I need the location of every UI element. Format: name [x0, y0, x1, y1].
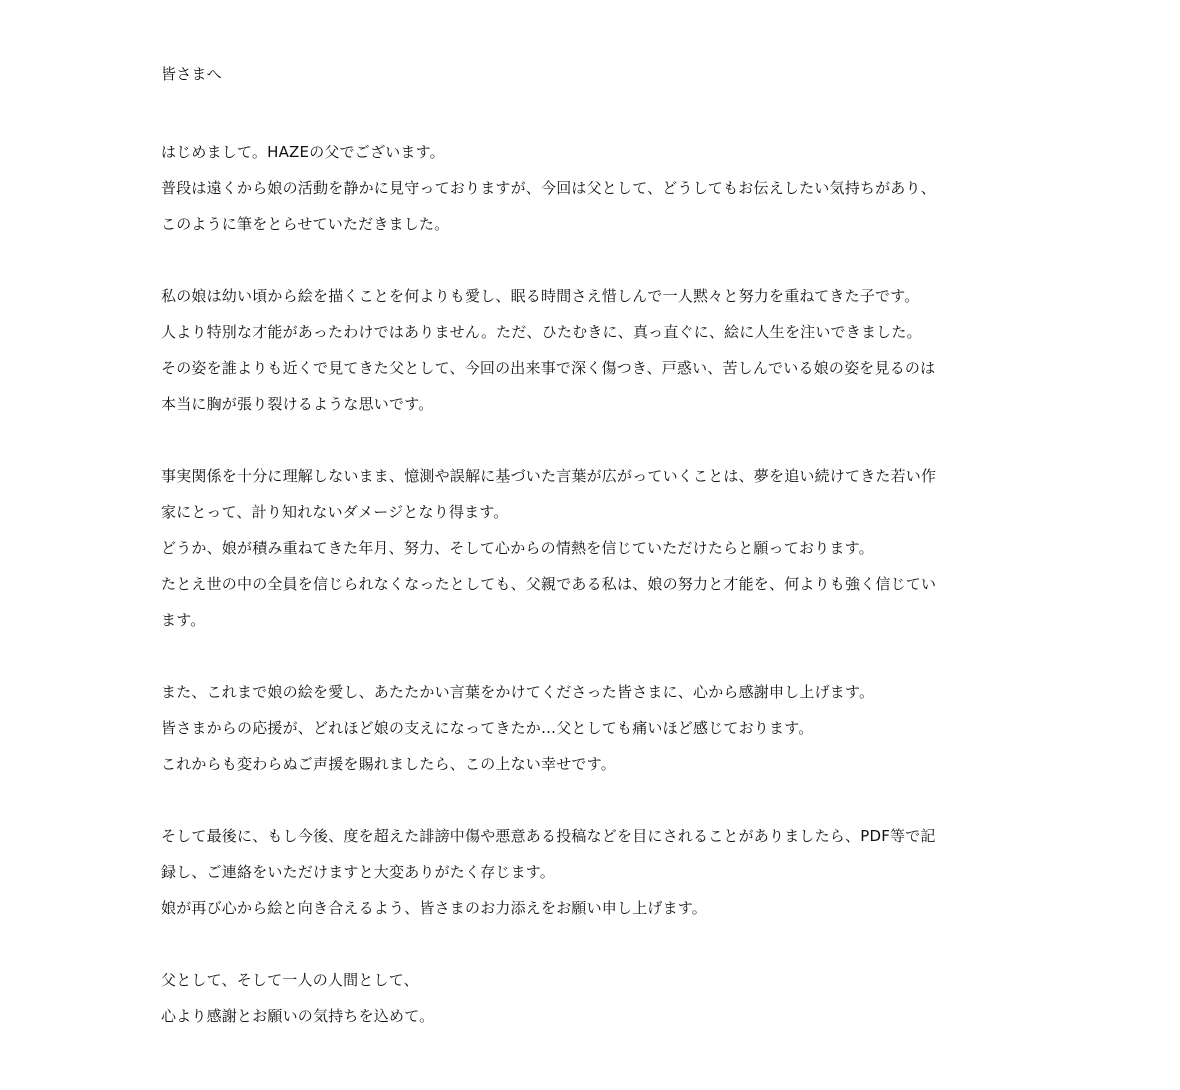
paragraph-line: たとえ世の中の全員を信じられなくなったとしても、父親である私は、娘の努力と才能を、何よりも強く信じてい	[161, 575, 937, 593]
paragraph-gap	[161, 782, 1041, 818]
paragraph-line: 人より特別な才能があったわけではありません。ただ、ひたむきに、真っ直ぐに、絵に人生を注いできました。	[161, 323, 922, 341]
paragraph-line: どうか、娘が積み重ねてきた年月、努力、そして心からの情熱を信じていただけたらと願っております。	[161, 539, 874, 557]
paragraph-gap	[161, 422, 1041, 458]
paragraph-line: 録し、ご連絡をいただけますと大変ありがたく存じます。	[161, 863, 556, 881]
paragraph-gap	[161, 92, 1041, 134]
closing	[161, 962, 1041, 1034]
paragraph-line: これからも変わらぬご声援を賜れましたら、この上ない幸せです。	[161, 755, 616, 773]
paragraph-3	[161, 458, 1041, 638]
paragraph-line: 私の娘は幼い頃から絵を描くことを何よりも愛し、眠る時間さえ惜しんで一人黙々と努力を重ねてきた子です。	[161, 287, 920, 305]
paragraph-5	[161, 818, 1041, 926]
paragraph-line: また、これまで娘の絵を愛し、あたたかい言葉をかけてくださった皆さまに、心から感謝申し上げます。	[161, 683, 875, 701]
paragraph-line: はじめまして。HAZEの父でございます。	[161, 143, 445, 161]
paragraph-line: そして最後に、もし今後、度を超えた誹謗中傷や悪意ある投稿などを目にされることがありましたら、PDF等で記	[161, 827, 936, 845]
paragraph-line: 普段は遠くから娘の活動を静かに見守っておりますが、今回は父として、どうしてもお伝えしたい気持ちがあり、	[161, 179, 936, 197]
paragraph-1	[161, 134, 1041, 242]
paragraph-line: ます。	[161, 611, 206, 629]
paragraph-line: このように筆をとらせていただきました。	[161, 215, 450, 233]
paragraph-line: その姿を誰よりも近くで見てきた父として、今回の出来事で深く傷つき、戸惑い、苦しんでいる娘の姿を見るのは	[161, 359, 936, 377]
paragraph-4	[161, 674, 1041, 782]
closing-line: 父として、そして一人の人間として、	[161, 971, 419, 989]
paragraph-gap	[161, 926, 1041, 962]
paragraph-line: 娘が再び心から絵と向き合えるよう、皆さまのお力添えをお願い申し上げます。	[161, 899, 708, 917]
paragraph-line: 家にとって、計り知れないダメージとなり得ます。	[161, 503, 509, 521]
paragraph-gap	[161, 638, 1041, 674]
salutation: 皆さまへ	[161, 65, 222, 83]
paragraph-line: 皆さまからの応援が、どれほど娘の支えになってきたか…父としても痛いほど感じております。	[161, 719, 814, 737]
paragraph-gap	[161, 242, 1041, 278]
closing-line: 心より感謝とお願いの気持ちを込めて。	[161, 1007, 435, 1025]
paragraph-line: 本当に胸が張り裂けるような思いです。	[161, 395, 434, 413]
paragraph-2	[161, 278, 1041, 422]
paragraph-line: 事実関係を十分に理解しないまま、憶測や誤解に基づいた言葉が広がっていくことは、夢を追い続けてきた若い作	[161, 467, 937, 485]
